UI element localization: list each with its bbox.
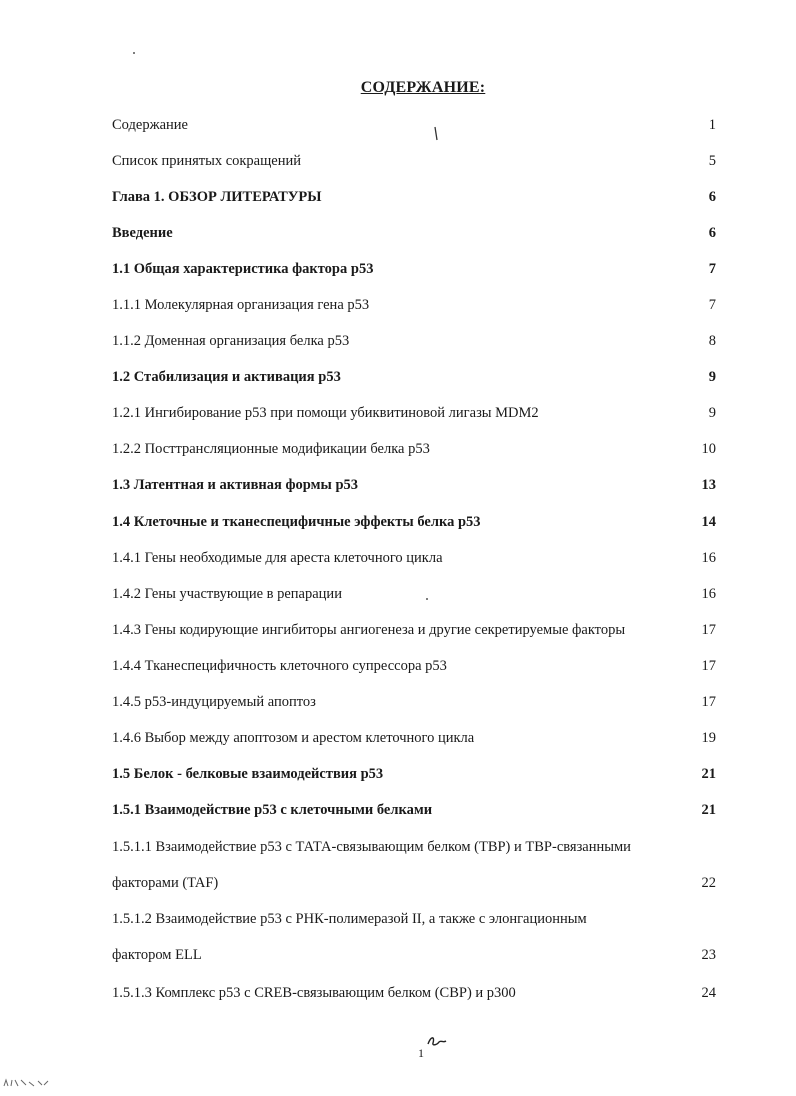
toc-entry [112, 441, 716, 461]
toc-entry [112, 477, 716, 497]
toc-entry-label: 1.4 Клеточные и тканеспецифичные эффекты белка р53 [112, 514, 481, 530]
toc-entry [112, 369, 716, 389]
toc-entry-label: 1.2.2 Посттрансляционные модификации белка р53 [112, 441, 430, 457]
toc-entry-page: 23 [701, 947, 716, 963]
toc-entry-page: 21 [701, 802, 716, 818]
handwritten-mark-icon [425, 1032, 449, 1052]
toc-entry-label: 1.4.5 р53-индуцируемый апоптоз [112, 694, 316, 710]
toc-entry-page: 17 [701, 622, 716, 638]
toc-entry-page: 17 [701, 694, 716, 710]
toc-entry-page: 21 [701, 766, 716, 782]
toc-entry-label: 1.5.1.3 Комплекс р53 с CREB-связывающим белком (CBP) и р300 [112, 985, 516, 1001]
toc-entry-page: 17 [701, 658, 716, 674]
toc-entry [112, 550, 716, 570]
toc-entry [112, 694, 716, 714]
toc-entry [112, 766, 716, 786]
toc-entry [112, 622, 716, 642]
toc-entry [112, 117, 716, 137]
margin-scribble-mark [2, 1076, 54, 1090]
page-number: 1 [418, 1046, 424, 1060]
toc-entry-label: 1.2.1 Ингибирование р53 при помощи убиквитиновой лигазы MDM2 [112, 405, 539, 421]
toc-entry [112, 153, 716, 173]
toc-entry-label: 1.5.1.1 Взаимодействие р53 с ТАТА-связывающим белком (TBP) и ТВР-связанными [112, 839, 631, 855]
toc-entry-page: 13 [701, 477, 716, 493]
toc-entry-label: 1.4.2 Гены участвующие в репарации [112, 586, 342, 602]
toc-entry-label: Список принятых сокращений [112, 153, 301, 169]
toc-entry-label: Содержание [112, 117, 188, 133]
toc-entry-page: 24 [701, 985, 716, 1001]
toc-entry-label: 1.5 Белок - белковые взаимодействия р53 [112, 766, 384, 782]
scan-speck-mark [424, 596, 430, 602]
toc-entry-label: Глава 1. ОБЗОР ЛИТЕРАТУРЫ [112, 189, 322, 205]
toc-entry-label: 1.4.4 Тканеспецифичность клеточного супрессора р53 [112, 658, 447, 674]
toc-entry [112, 658, 716, 678]
toc-entry [112, 839, 716, 891]
toc-entry-label: 1.4.6 Выбор между апоптозом и арестом клеточного цикла [112, 730, 475, 746]
toc-entry-page: 7 [708, 297, 716, 313]
toc-entry [112, 514, 716, 534]
toc-entry-page: 5 [708, 153, 716, 169]
toc-entry-page: 14 [701, 514, 716, 530]
toc-entry-page: 7 [708, 261, 716, 277]
toc-entry-label-continued: факторами (TAF) [112, 875, 219, 891]
toc-entry [112, 405, 716, 425]
toc-entry [112, 802, 716, 822]
toc-entry-page: 16 [701, 586, 716, 602]
toc-entry-page: 16 [701, 550, 716, 566]
toc-entry-page: 22 [701, 875, 716, 891]
toc-entry [112, 189, 716, 209]
toc-entry-label: 1.4.3 Гены кодирующие ингибиторы ангиогенеза и другие секретируемые факторы [112, 622, 626, 638]
toc-entry [112, 225, 716, 245]
toc-entry-page: 6 [708, 189, 716, 205]
toc-entry-page: 9 [708, 369, 716, 385]
scan-tick-mark [432, 125, 440, 143]
toc-entry-label: 1.5.1.2 Взаимодействие р53 с РНК-полимеразой II, а также с элонгационным [112, 911, 587, 927]
page-title: СОДЕРЖАНИЕ: [360, 79, 486, 96]
scan-speck-mark [130, 50, 138, 56]
toc-entry-label: 1.1 Общая характеристика фактора р53 [112, 261, 374, 277]
toc-entry [112, 333, 716, 353]
toc-entry-label-continued: фактором ELL [112, 947, 202, 963]
toc-entry-page: 19 [701, 730, 716, 746]
toc-entry [112, 985, 716, 1005]
toc-entry-page: 1 [708, 117, 716, 133]
toc-entry-label: 1.4.1 Гены необходимые для ареста клеточного цикла [112, 550, 443, 566]
toc-entry-label: 1.5.1 Взаимодействие р53 с клеточными белками [112, 802, 433, 818]
toc-entry [112, 911, 716, 963]
toc-entry-label: 1.2 Стабилизация и активация р53 [112, 369, 341, 385]
toc-entry [112, 586, 716, 606]
toc-entry-label: 1.1.2 Доменная организация белка р53 [112, 333, 350, 349]
toc-entry-page: 9 [708, 405, 716, 421]
toc-entry [112, 261, 716, 281]
toc-entry-page: 6 [708, 225, 716, 241]
toc-entry-page: 8 [708, 333, 716, 349]
toc-entry-label: Введение [112, 225, 173, 241]
toc-entry [112, 297, 716, 317]
toc-entry-page: 10 [701, 441, 716, 457]
toc-entry-label: 1.3 Латентная и активная формы р53 [112, 477, 359, 493]
toc-entry [112, 730, 716, 750]
toc-entry-label: 1.1.1 Молекулярная организация гена р53 [112, 297, 370, 313]
